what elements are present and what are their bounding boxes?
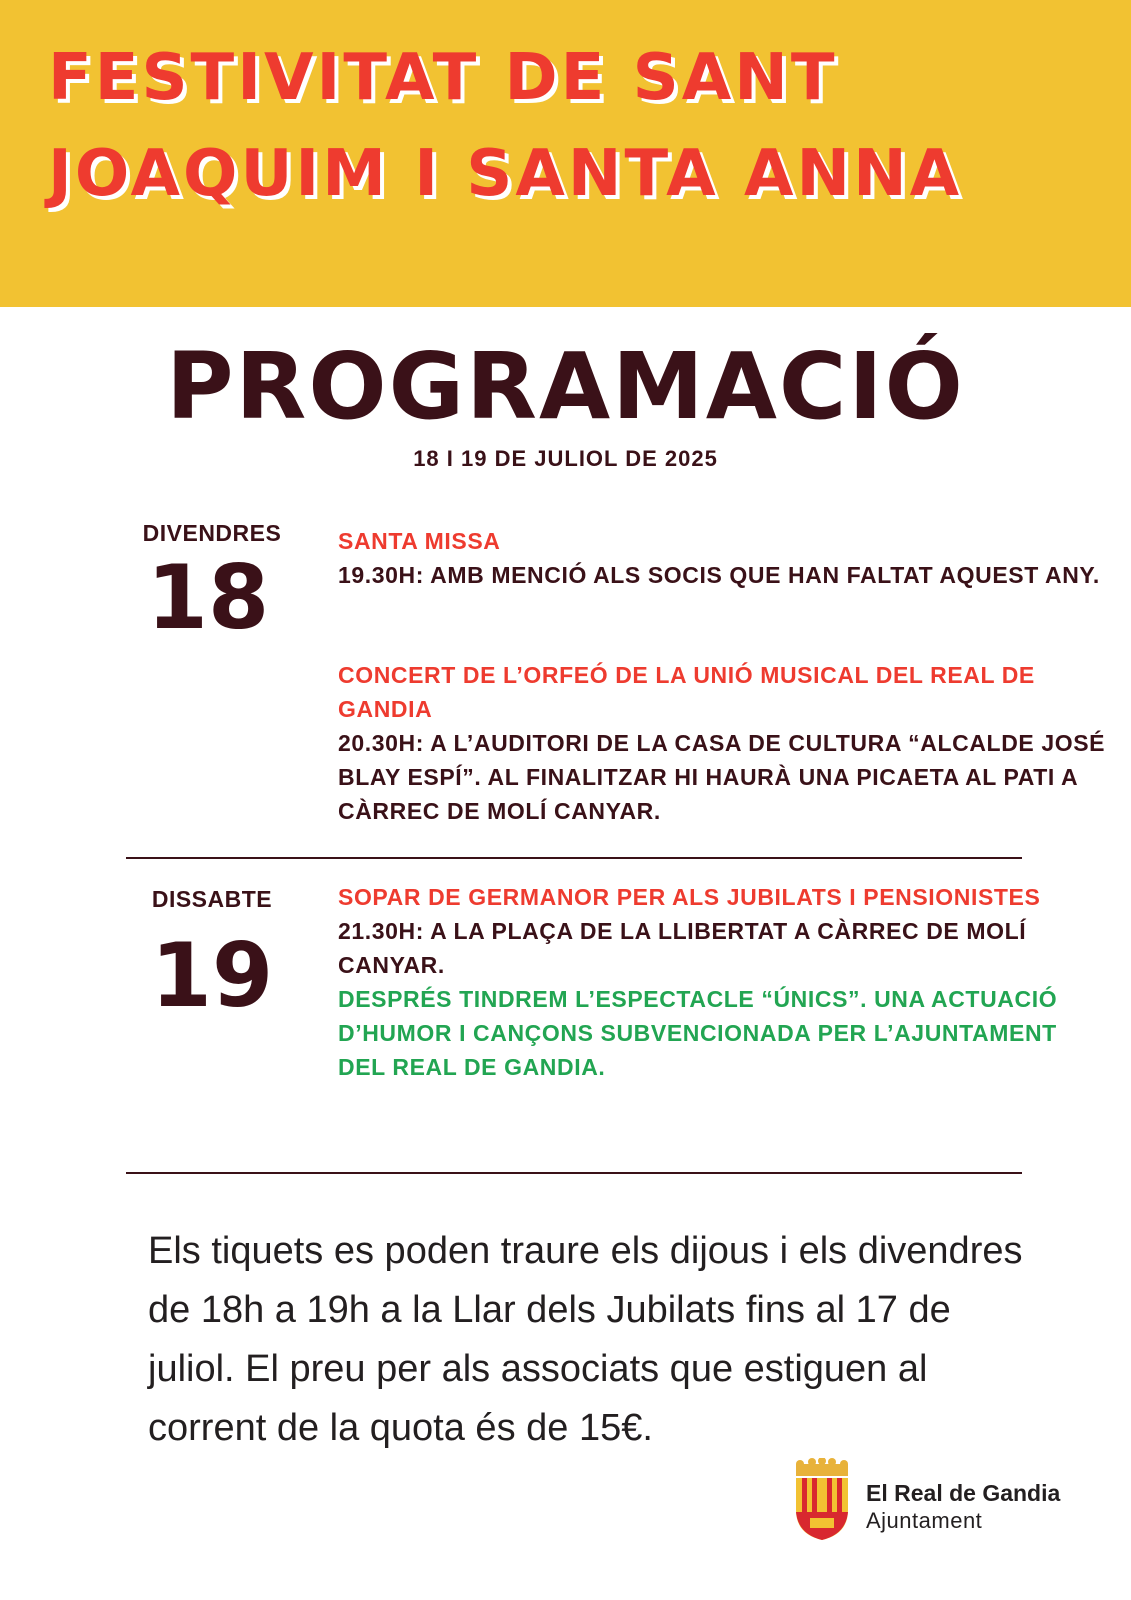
header-banner <box>0 0 1131 307</box>
tickets-info: Els tiquets es poden traure els dijous i els divendres de 18h a 19h a la Llar dels Jubilats fins al 17 de juliol. El preu per als associats que estiguen al corrent de la quota és de 15€. <box>148 1230 1023 1449</box>
program-dates: 18 I 19 DE JULIOL DE 2025 <box>413 446 718 471</box>
event-title: CONCERT DE L’ORFEÓ DE LA UNIÓ MUSICAL DEL REAL DE GANDIA <box>338 662 1035 722</box>
event-description: 21.30H: A LA PLAÇA DE LA LLIBERTAT A CÀRREC DE MOLÍ CANYAR. <box>338 918 1027 978</box>
event-description: 19.30H: AMB MENCIÓ ALS SOCIS QUE HAN FALTAT AQUEST ANY. <box>338 562 1100 588</box>
event-title: SOPAR DE GERMANOR PER ALS JUBILATS I PENSIONISTES <box>338 884 1041 910</box>
town-hall-logo <box>790 1458 1090 1548</box>
event-title: SANTA MISSA <box>338 528 501 554</box>
event-sopar <box>338 880 1108 1084</box>
day-label-saturday: DISSABTE <box>151 886 273 912</box>
event-santa-missa <box>338 524 1108 592</box>
day-number-18: 18 <box>146 546 270 649</box>
event-extra-note: DESPRÉS TINDREM L’ESPECTACLE “ÚNICS”. UNA ACTUACIÓ D’HUMOR I CANÇONS SUBVENCIONADA PER L’AJUNTAMENT DEL REAL DE GANDIA. <box>338 986 1058 1080</box>
section-divider <box>126 1172 1022 1174</box>
section-divider <box>126 857 1022 859</box>
day-label-friday: DIVENDRES <box>142 520 282 546</box>
coat-of-arms-icon <box>790 1458 854 1542</box>
town-subtitle: Ajuntament <box>866 1508 983 1533</box>
festival-title-line2: JOAQUIM I SANTA ANNA <box>48 137 963 211</box>
event-description: 20.30H: A L’AUDITORI DE LA CASA DE CULTURA “ALCALDE JOSÉ BLAY ESPÍ”. AL FINALITZAR HI HAURÀ UNA PICAETA AL PATI A CÀRREC DE MOLÍ CANYAR. <box>338 730 1106 824</box>
day-number-19: 19 <box>150 924 274 1027</box>
festival-title-line1: FESTIVITAT DE SANT <box>48 41 838 115</box>
program-title: PROGRAMACIÓ <box>166 333 965 440</box>
event-concert <box>338 658 1108 828</box>
town-name: El Real de Gandia <box>866 1480 1061 1506</box>
festival-title <box>48 30 1108 222</box>
